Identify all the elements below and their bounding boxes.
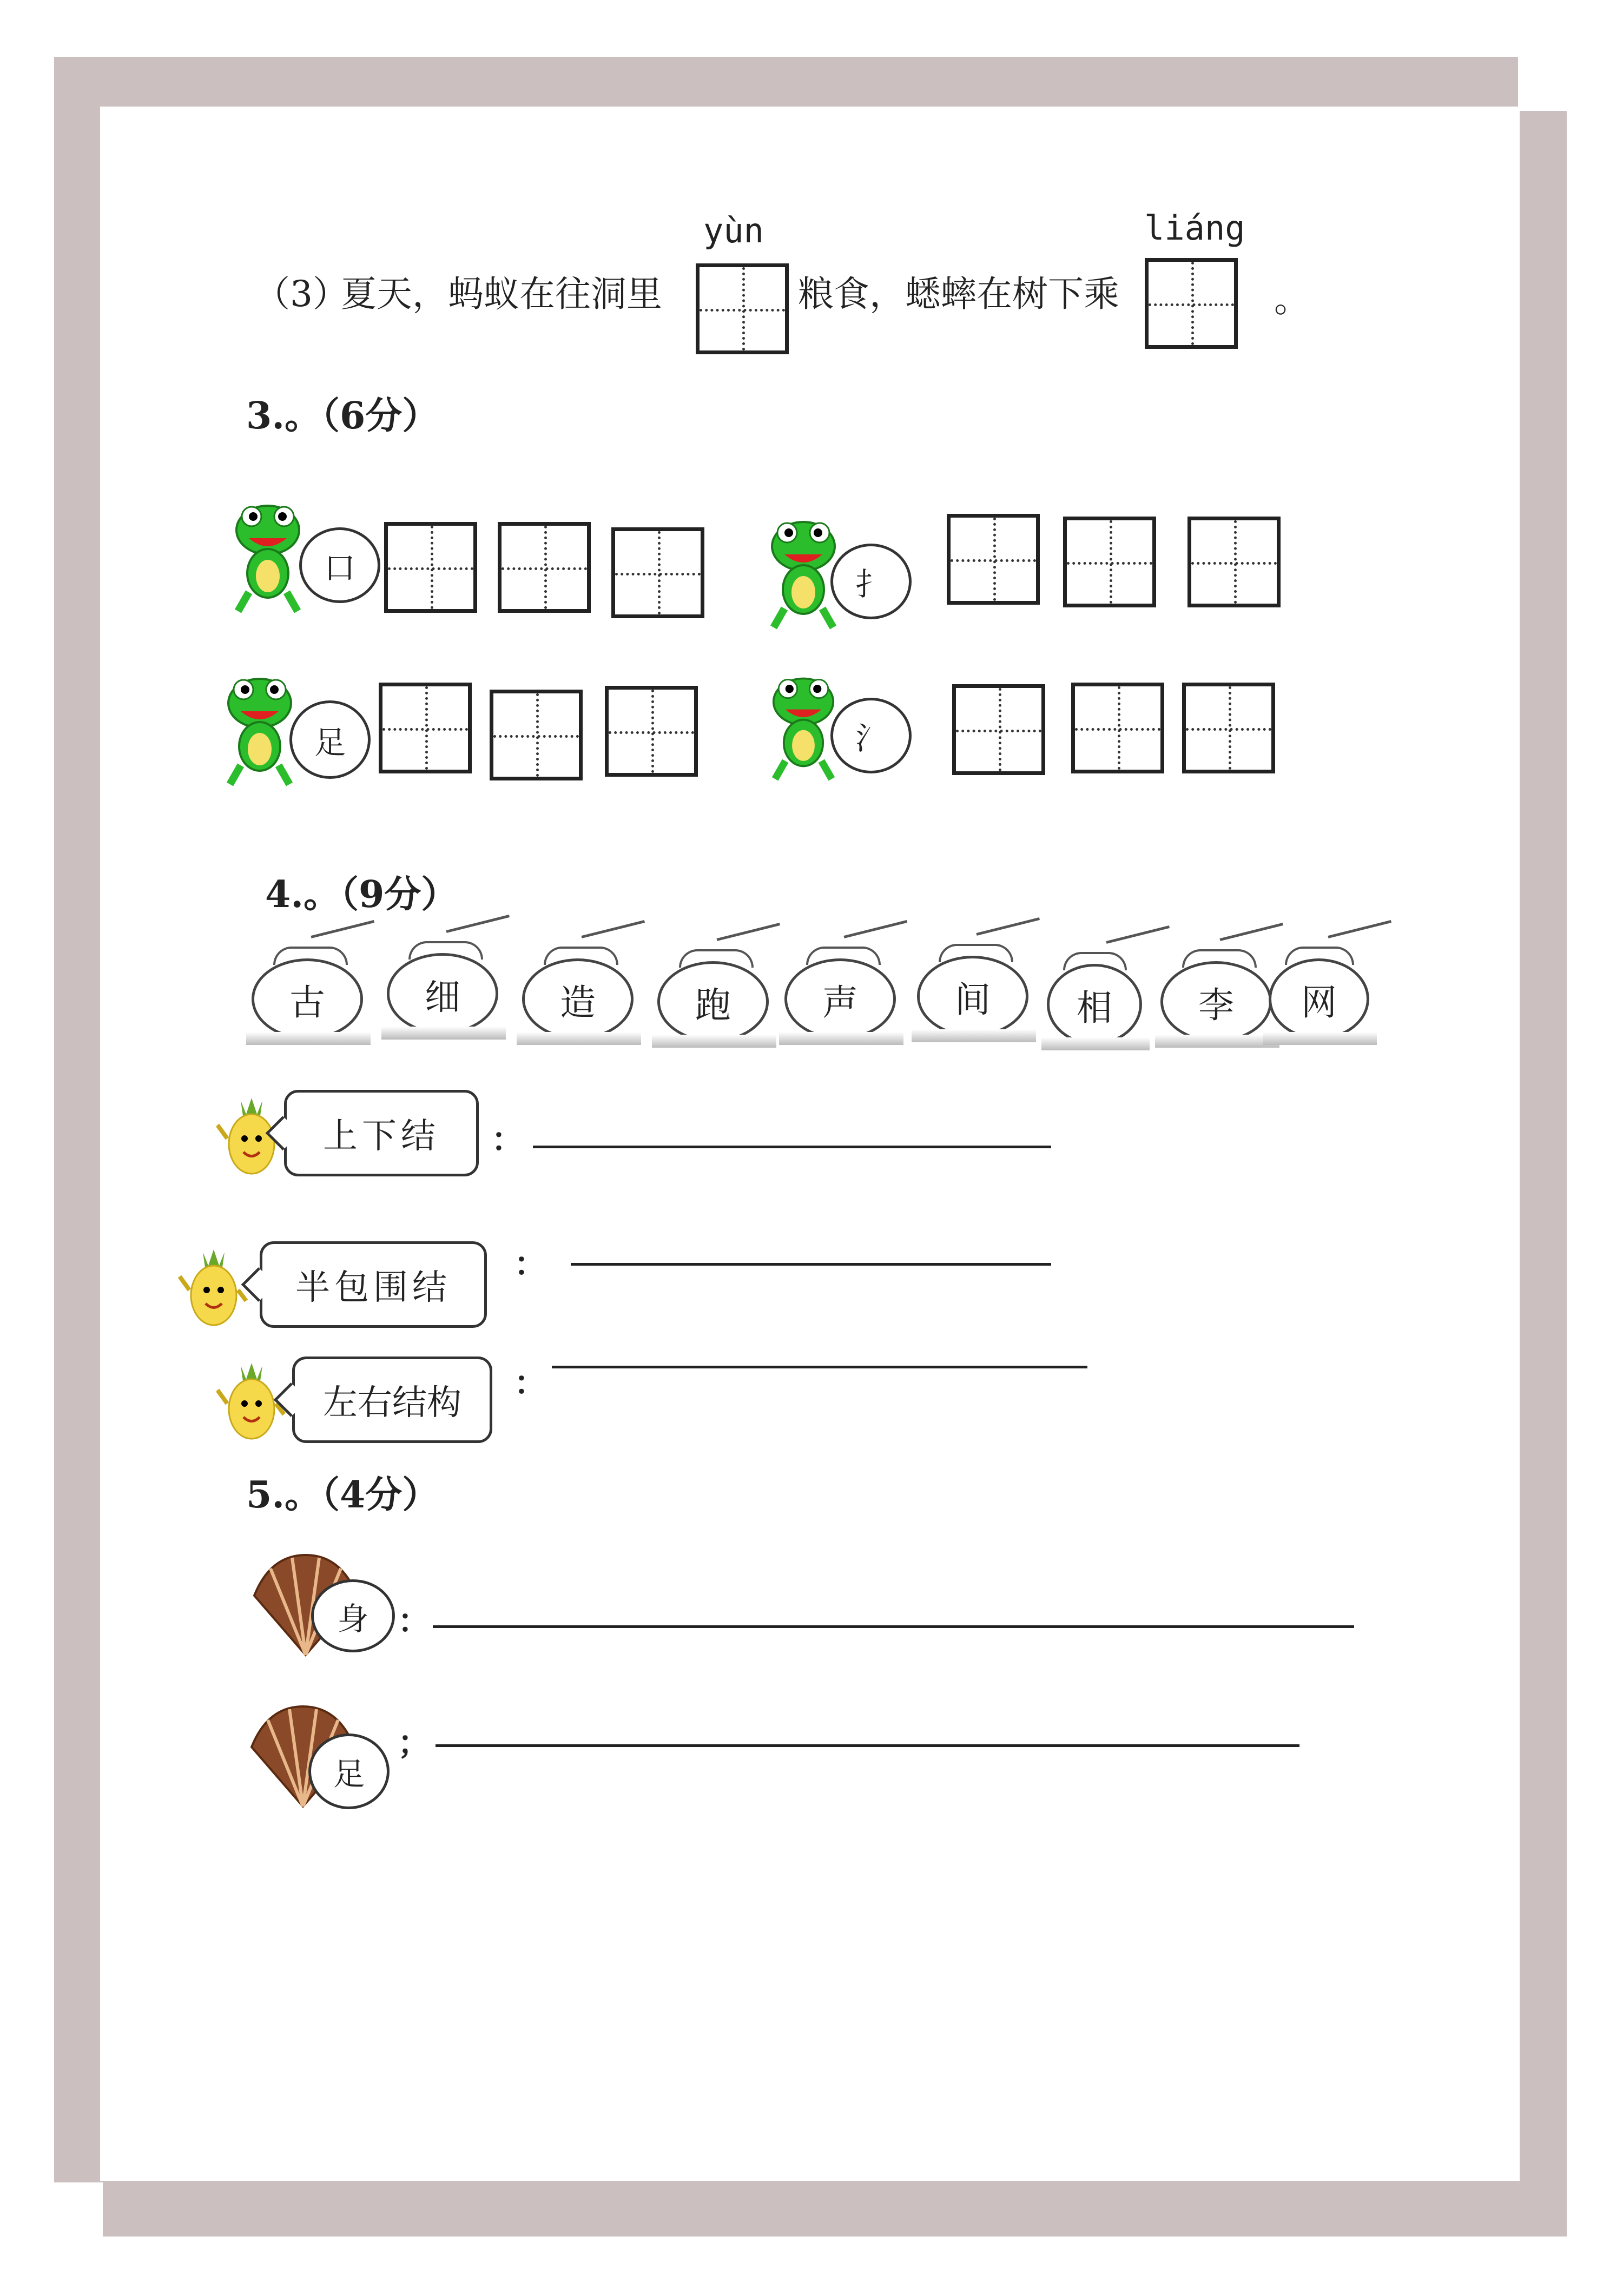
answer-box[interactable] xyxy=(1063,517,1156,607)
frog-icon xyxy=(225,673,295,787)
jar-char: 跑 xyxy=(657,961,769,1042)
pinyin-yun: yùn xyxy=(703,211,764,250)
jar-char: 古 xyxy=(252,958,363,1040)
radical-circle-zu-2: 足 xyxy=(308,1733,390,1809)
radical-circle-shen: 身 xyxy=(311,1579,395,1652)
jar-sheng xyxy=(784,936,898,1044)
colon: ： xyxy=(398,1603,430,1640)
jar-char: 造 xyxy=(522,958,634,1040)
tag-zuo-you: 左右结构 xyxy=(292,1357,492,1443)
radical-circle-zu: 足 xyxy=(289,700,371,779)
answer-box[interactable] xyxy=(490,690,583,780)
q2-3-text-a: 夏天，蚂蚁在往洞里 xyxy=(341,273,662,315)
radical-circle-shui: 氵 xyxy=(830,698,912,773)
q2-3-end: 。 xyxy=(1274,279,1310,320)
jar-zao xyxy=(522,936,636,1044)
q5-heading: 5.。（4分） xyxy=(246,1473,439,1517)
answer-box[interactable] xyxy=(1071,683,1164,773)
answer-box[interactable] xyxy=(384,522,477,613)
frog-icon xyxy=(768,517,839,630)
jar-xi xyxy=(387,930,500,1038)
answer-box[interactable] xyxy=(498,522,591,613)
answer-box[interactable] xyxy=(1182,683,1275,773)
colon: ： xyxy=(514,1365,546,1402)
tag-shang-xia: 上下结 xyxy=(284,1090,479,1176)
colon: ： xyxy=(514,1246,546,1283)
answer-line[interactable] xyxy=(552,1366,1087,1368)
semicolon: ； xyxy=(398,1724,430,1762)
answer-box-yun[interactable] xyxy=(696,263,789,354)
radical-circle-shou: 扌 xyxy=(830,544,912,619)
answer-box-liang[interactable] xyxy=(1145,258,1238,349)
jar-char: 声 xyxy=(784,958,896,1040)
pinyin-liang: liáng xyxy=(1144,208,1245,248)
answer-box[interactable] xyxy=(605,686,698,777)
answer-line[interactable] xyxy=(533,1146,1051,1148)
answer-line[interactable] xyxy=(436,1744,1299,1747)
answer-box[interactable] xyxy=(952,684,1045,775)
q2-3-text-b: 粮食，蟋蟀在树下乘 xyxy=(798,273,1119,315)
jar-jian xyxy=(917,933,1031,1041)
answer-box[interactable] xyxy=(947,514,1040,605)
jar-char: 网 xyxy=(1269,958,1369,1040)
frog-icon xyxy=(768,673,839,782)
colon: ： xyxy=(491,1121,524,1159)
jar-char: 细 xyxy=(387,953,498,1034)
answer-box[interactable] xyxy=(379,683,472,773)
jar-li xyxy=(1160,938,1274,1047)
q2-3-number: （3） xyxy=(254,273,348,315)
radical-circle-kou: 口 xyxy=(299,527,380,603)
jar-char: 李 xyxy=(1160,961,1272,1042)
jar-pao xyxy=(657,938,771,1047)
answer-line[interactable] xyxy=(433,1625,1354,1628)
answer-line[interactable] xyxy=(571,1263,1051,1266)
answer-box[interactable] xyxy=(611,527,704,618)
jar-xiang xyxy=(1047,941,1144,1049)
frog-icon xyxy=(233,500,303,614)
jar-wang xyxy=(1269,936,1371,1044)
pineapple-icon xyxy=(176,1241,252,1328)
q3-heading: 3.。（6分） xyxy=(246,394,439,438)
jar-char: 相 xyxy=(1047,964,1142,1045)
q4-heading: 4.。（9分） xyxy=(265,873,458,916)
answer-box[interactable] xyxy=(1187,517,1281,607)
tag-ban-bao-wei: 半包围结 xyxy=(260,1241,487,1328)
jar-char: 间 xyxy=(917,956,1028,1037)
jar-gu xyxy=(252,936,365,1044)
